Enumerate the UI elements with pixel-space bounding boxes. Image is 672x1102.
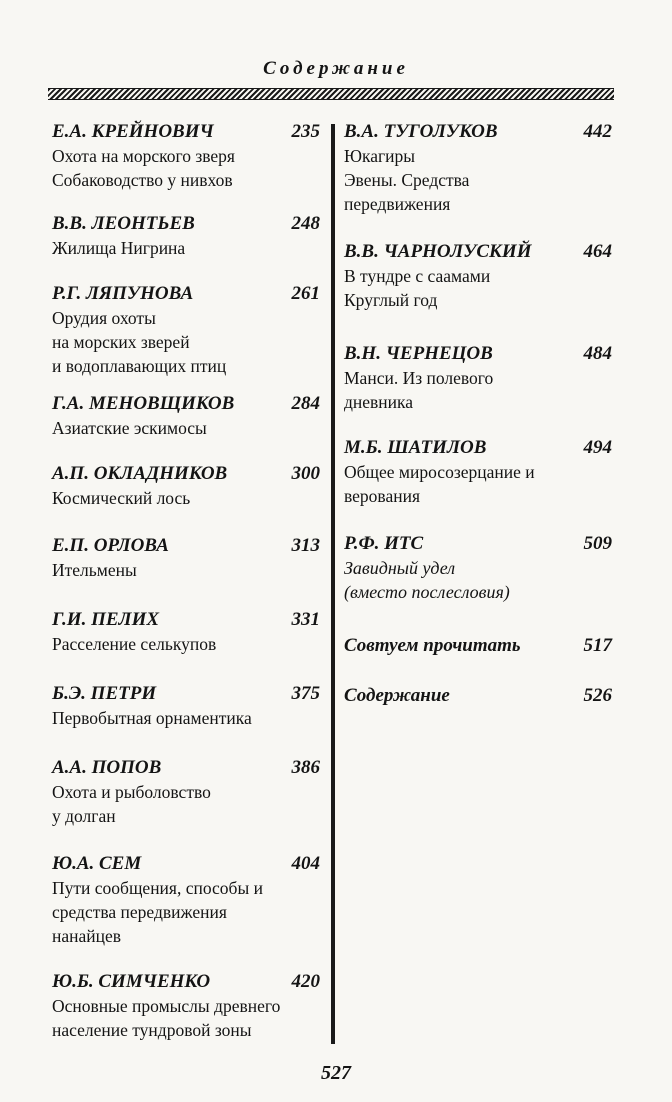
toc-author: Е.П. ОРЛОВА: [52, 535, 169, 556]
toc-title-line: Манси. Из полевого: [344, 368, 494, 388]
toc-page-number: 375: [291, 683, 320, 704]
decorative-rule: [48, 88, 614, 100]
toc-author: М.Б. ШАТИЛОВ: [344, 437, 487, 458]
toc-entry-head: [52, 534, 320, 558]
toc-page-number: 284: [291, 393, 320, 414]
toc-entry-head: [52, 462, 320, 486]
toc-title-line: передвижения: [344, 194, 451, 214]
toc-title-line: средства передвижения: [52, 902, 227, 922]
toc-title-line: (вместо послесловия): [344, 582, 510, 602]
toc-page-number: 509: [583, 533, 612, 554]
toc-entry: [52, 970, 320, 1042]
toc-title-line: Азиатские эскимосы: [52, 418, 207, 438]
toc-entry: [344, 436, 612, 508]
toc-entry: [52, 212, 320, 260]
toc-entry: [344, 634, 612, 658]
toc-entry-head: [344, 634, 612, 658]
toc-author: В.Н. ЧЕРНЕЦОВ: [344, 343, 493, 364]
toc-entry: [52, 120, 320, 192]
toc-entry: [344, 240, 612, 312]
toc-page-number: 517: [583, 635, 612, 656]
toc-title-line: Круглый год: [344, 290, 438, 310]
toc-entry-head: [344, 532, 612, 556]
toc-title-line: Жилища Нигрина: [52, 238, 186, 258]
toc-page-number: 442: [583, 121, 612, 142]
toc-page-number: 386: [291, 757, 320, 778]
toc-entry-head: [52, 852, 320, 876]
toc-title-line: Орудия охоты: [52, 308, 156, 328]
toc-author: Г.И. ПЕЛИХ: [52, 609, 160, 630]
toc-author: Совтуем прочитать: [344, 635, 521, 656]
column-divider: [331, 124, 335, 1044]
toc-author: Е.А. КРЕЙНОВИЧ: [52, 121, 214, 142]
toc-author: Ю.Б. СИМЧЕНКО: [52, 971, 211, 992]
toc-author: Р.Г. ЛЯПУНОВА: [52, 283, 194, 304]
toc-title-line: на морских зверей: [52, 332, 190, 352]
toc-page-number: 526: [583, 685, 612, 706]
toc-entry: [52, 852, 320, 948]
toc-entry: [52, 756, 320, 828]
toc-title-line: дневника: [344, 392, 414, 412]
toc-author: В.А. ТУГОЛУКОВ: [344, 121, 498, 142]
toc-title-line: Первобытная орнаментика: [52, 708, 252, 728]
toc-page-number: 331: [291, 609, 320, 630]
toc-title-line: Эвены. Средства: [344, 170, 470, 190]
toc-title-line: В тундре с саамами: [344, 266, 491, 286]
toc-title-line: Юкагиры: [344, 146, 416, 166]
toc-page-number: 420: [291, 971, 320, 992]
toc-title-line: нанайцев: [52, 926, 122, 946]
toc-entry-head: [344, 436, 612, 460]
toc-page-number: 464: [583, 241, 612, 262]
toc-title-line: Охота на морского зверя: [52, 146, 235, 166]
toc-entry: [344, 532, 612, 604]
toc-entry: [52, 608, 320, 656]
toc-entry: [344, 342, 612, 414]
toc-title-line: и водоплавающих птиц: [52, 356, 227, 376]
toc-author: Содержание: [344, 685, 450, 706]
toc-title-line: Ительмены: [52, 560, 137, 580]
toc-entry: [52, 682, 320, 730]
toc-title-line: верования: [344, 486, 421, 506]
toc-title-line: Охота и рыболовство: [52, 782, 211, 802]
page-header: Содержание: [263, 58, 409, 79]
toc-page-number: 261: [291, 283, 320, 304]
toc-entry-head: [344, 342, 612, 366]
toc-page-number: 404: [291, 853, 320, 874]
toc-title-line: у долган: [52, 806, 116, 826]
toc-entry-head: [344, 240, 612, 264]
toc-page-number: 300: [291, 463, 320, 484]
toc-title-line: Завидный удел: [344, 558, 456, 578]
toc-entry-head: [52, 756, 320, 780]
toc-entry-head: [52, 682, 320, 706]
toc-entry: [344, 684, 612, 708]
toc-entry: [52, 282, 320, 378]
toc-page-number: 235: [291, 121, 320, 142]
toc-title-line: Собаководство у нивхов: [52, 170, 233, 190]
toc-title-line: Общее миросозерцание и: [344, 462, 535, 482]
toc-entry-head: [52, 120, 320, 144]
toc-author: А.А. ПОПОВ: [52, 757, 162, 778]
toc-entry-head: [52, 970, 320, 994]
toc-author: А.П. ОКЛАДНИКОВ: [52, 463, 228, 484]
toc-entry-head: [344, 684, 612, 708]
toc-page-number: 248: [291, 213, 320, 234]
toc-entry-head: [52, 608, 320, 632]
toc-entry: [52, 392, 320, 440]
toc-entry-head: [52, 392, 320, 416]
toc-author: В.В. ЧАРНОЛУСКИЙ: [344, 241, 532, 262]
toc-page-number: 484: [583, 343, 612, 364]
toc-title-line: Основные промыслы древнего: [52, 996, 281, 1016]
toc-entry-head: [344, 120, 612, 144]
toc-author: Б.Э. ПЕТРИ: [52, 683, 157, 704]
toc-title-line: Пути сообщения, способы и: [52, 878, 263, 898]
toc-author: Р.Ф. ИТС: [344, 533, 424, 554]
toc-entry: [344, 120, 612, 216]
toc-title-line: Космический лось: [52, 488, 191, 508]
toc-title-line: Расселение селькупов: [52, 634, 217, 654]
toc-author: Ю.А. СЕМ: [52, 853, 142, 874]
toc-entry-head: [52, 212, 320, 236]
toc-entry: [52, 534, 320, 582]
toc-entry: [52, 462, 320, 510]
toc-entry-head: [52, 282, 320, 306]
page-number: 527: [321, 1062, 351, 1084]
toc-page-number: 313: [291, 535, 320, 556]
toc-author: Г.А. МЕНОВЩИКОВ: [52, 393, 235, 414]
toc-author: В.В. ЛЕОНТЬЕВ: [52, 213, 195, 234]
toc-title-line: население тундровой зоны: [52, 1020, 252, 1040]
toc-page-number: 494: [583, 437, 612, 458]
